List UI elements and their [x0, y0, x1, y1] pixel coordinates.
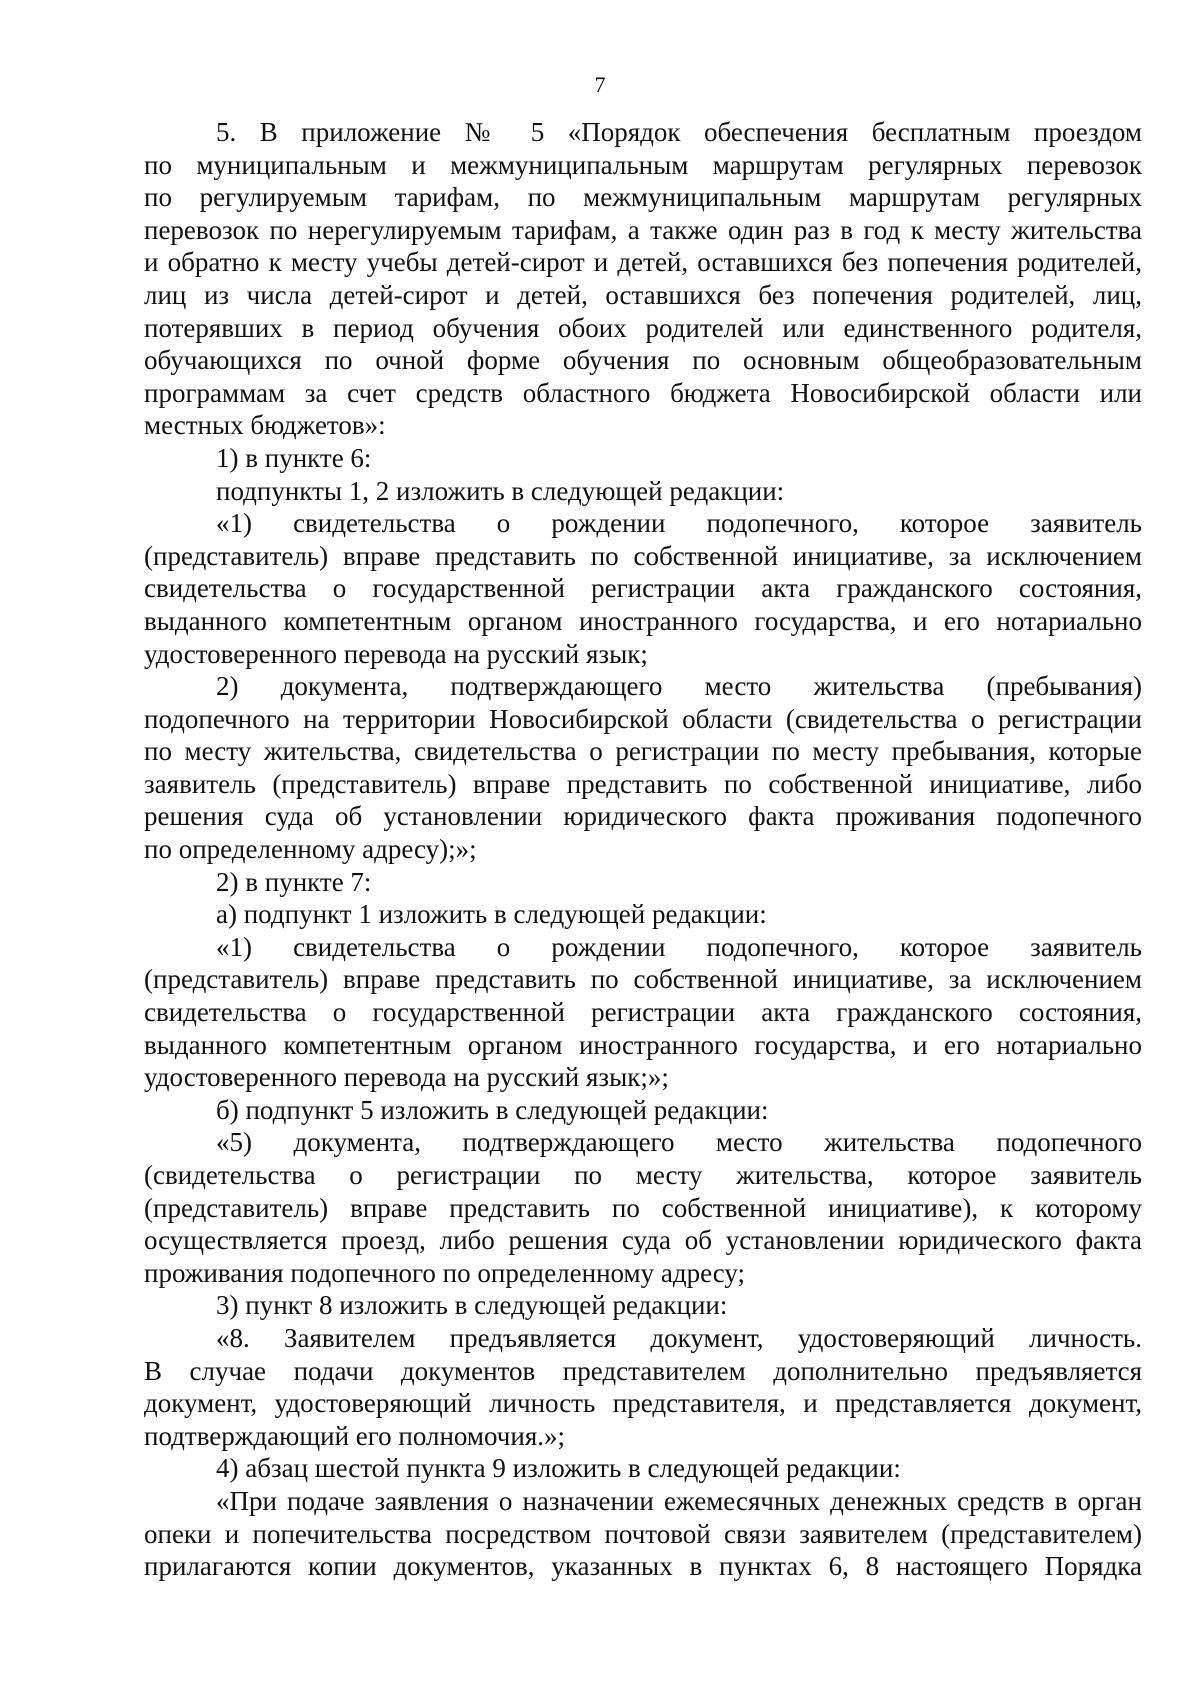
- page-number: 7: [594, 72, 606, 97]
- text-line: местных бюджетов»:: [144, 410, 386, 441]
- text-line: 5. В приложение № 5 «Порядок обеспечения бесплатным проездом: [216, 117, 1142, 147]
- text-line: 2) документа, подтверждающего место жительства (пребывания): [216, 671, 1142, 702]
- text-line: по муниципальным и межмуниципальным маршрутам регулярных перевозок: [144, 149, 1142, 180]
- text-line: удостоверенного перевода на русский язык;: [144, 638, 648, 669]
- text-line: прилагаются копии документов, указанных в пунктах 6, 8 настоящего Порядка: [144, 1551, 1142, 1582]
- text-line: 3) пункт 8 изложить в следующей редакции:: [216, 1290, 728, 1321]
- text-line: решения суда об установлении юридического факта проживания подопечного: [144, 801, 1142, 832]
- text-line: (представитель) вправе представить по собственной инициативе, за исключением: [144, 540, 1142, 571]
- text-line: «5) документа, подтверждающего место жительства подопечного: [216, 1127, 1142, 1158]
- text-line: «При подаче заявления о назначении ежемесячных денежных средств в орган: [216, 1485, 1142, 1516]
- text-line: осуществляется проезд, либо решения суда об установлении юридического факта: [144, 1225, 1142, 1256]
- text-line: «8. Заявителем предъявляется документ, удостоверяющий личность.: [216, 1322, 1142, 1353]
- text-line: свидетельства о государственной регистрации акта гражданского состояния,: [144, 573, 1142, 604]
- text-line: по определенному адресу);»;: [144, 834, 477, 865]
- text-line: 4) абзац шестой пункта 9 изложить в следующей редакции:: [216, 1453, 901, 1484]
- text-line: потерявших в период обучения обоих родителей или единственного родителя,: [144, 312, 1142, 343]
- text-line: (представитель) вправе представить по собственной инициативе), к которому: [144, 1192, 1142, 1223]
- document-body: [144, 116, 1142, 1583]
- text-line: а) подпункт 1 изложить в следующей редакции:: [216, 899, 767, 930]
- text-line: подпункты 1, 2 изложить в следующей редакции:: [216, 475, 785, 506]
- text-line: заявитель (представитель) вправе представить по собственной инициативе, либо: [144, 768, 1142, 799]
- text-line: б) подпункт 5 изложить в следующей редакции:: [216, 1094, 769, 1125]
- text-line: обучающихся по очной форме обучения по основным общеобразовательным: [144, 345, 1142, 376]
- text-line: выданного компетентным органом иностранного государства, и его нотариально: [144, 1029, 1142, 1060]
- text-line: (представитель) вправе представить по собственной инициативе, за исключением: [144, 964, 1142, 995]
- text-line: подопечного на территории Новосибирской области (свидетельства о регистрации: [144, 703, 1142, 734]
- text-line: «1) свидетельства о рождении подопечного, которое заявитель: [216, 508, 1142, 539]
- text-line: документ, удостоверяющий личность представителя, и представляется документ,: [144, 1388, 1142, 1419]
- text-line: удостоверенного перевода на русский язык;»;: [144, 1062, 669, 1093]
- text-line: выданного компетентным органом иностранного государства, и его нотариально: [144, 605, 1142, 636]
- text-line: программам за счет средств областного бюджета Новосибирской области или: [144, 377, 1142, 408]
- text-line: лиц из числа детей-сирот и детей, оставшихся без попечения родителей, лиц,: [144, 279, 1142, 310]
- text-line: 2) в пункте 7:: [216, 866, 372, 897]
- text-line: подтверждающий его полномочия.»;: [144, 1420, 565, 1451]
- text-line: опеки и попечительства посредством почтовой связи заявителем (представителем): [144, 1518, 1142, 1549]
- text-line: и обратно к месту учебы детей-сирот и детей, оставшихся без попечения родителей,: [144, 247, 1142, 278]
- text-line: (свидетельства о регистрации по месту жительства, которое заявитель: [144, 1160, 1142, 1190]
- text-line: по регулируемым тарифам, по межмуниципальным маршрутам регулярных: [144, 182, 1142, 213]
- text-line: 1) в пункте 6:: [216, 442, 372, 473]
- text-line: проживания подопечного по определенному адресу;: [144, 1257, 746, 1288]
- text-line: по месту жительства, свидетельства о регистрации по месту пребывания, которые: [144, 736, 1142, 767]
- text-line: «1) свидетельства о рождении подопечного, которое заявитель: [216, 931, 1142, 962]
- text-line: перевозок по нерегулируемым тарифам, а также один раз в год к месту жительства: [144, 214, 1142, 245]
- text-line: свидетельства о государственной регистрации акта гражданского состояния,: [144, 997, 1142, 1028]
- text-line: В случае подачи документов представителем дополнительно предъявляется: [144, 1355, 1142, 1386]
